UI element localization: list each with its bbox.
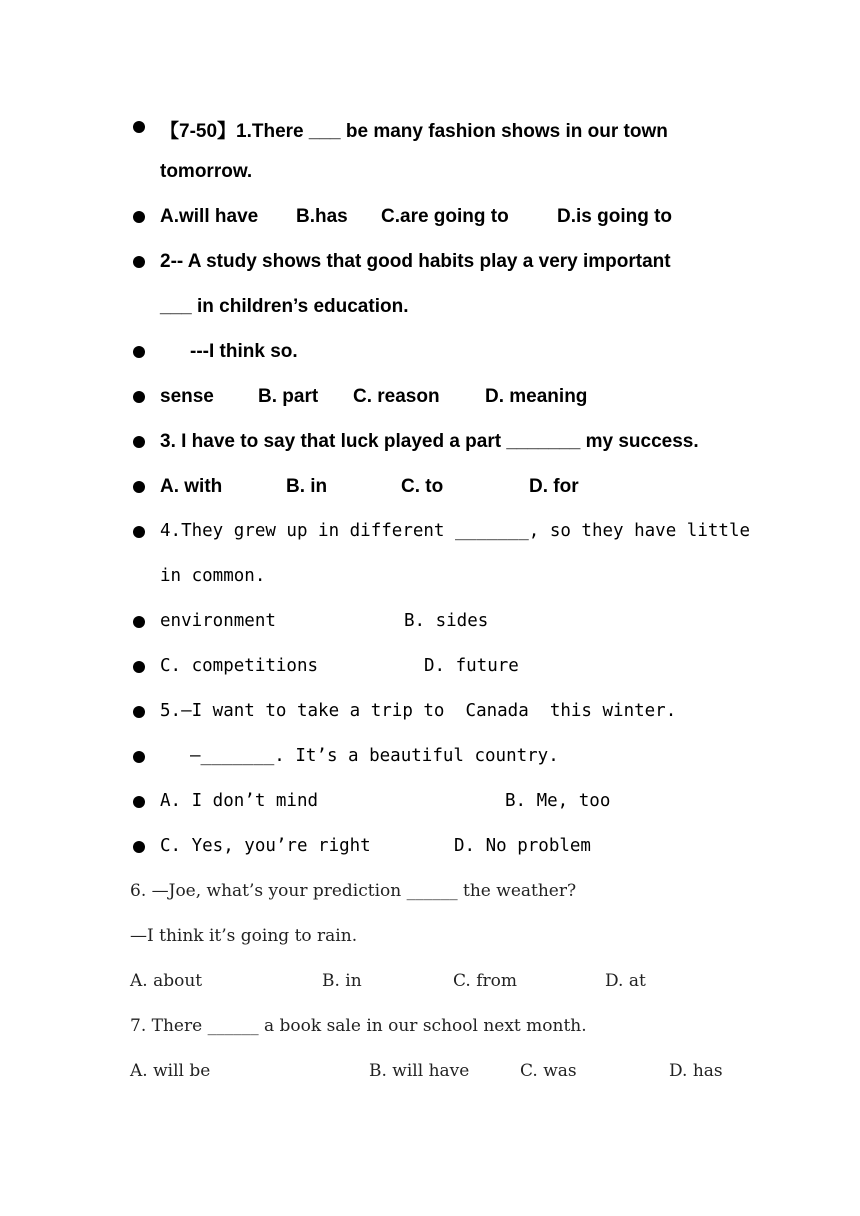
bullet-dot [133, 796, 145, 808]
bullet-dot [133, 391, 145, 403]
question-line-text: A. I don’t mind [160, 791, 319, 811]
option-text: D.is going to [557, 206, 673, 227]
question-line-text: A.will have [160, 206, 259, 227]
option-text: D. meaning [485, 386, 588, 407]
option-text: C. to [401, 476, 444, 497]
option-text: B. part [258, 386, 319, 407]
question-line-text: 3. I have to say that luck played a part _______ my success. [160, 431, 699, 452]
option-text: B. in [322, 971, 362, 991]
question-line-text: 2-- A study shows that good habits play a very important [160, 251, 671, 272]
question-line-text: —_______. It’s a beautiful country. [190, 746, 559, 766]
question-line-text: 4.They grew up in different _______, so they have little [160, 521, 751, 541]
question-line-text: 6. —Joe, what’s your prediction ______ the weather? [130, 881, 577, 901]
bullet-dot [133, 706, 145, 718]
question-line-text: C. Yes, you’re right [160, 836, 371, 856]
question-line-text: C. competitions [160, 656, 319, 676]
option-text: D. for [529, 476, 579, 497]
bullet-dot [133, 526, 145, 538]
question-line-text: A. with [160, 476, 223, 497]
option-text: B. in [286, 476, 328, 497]
bullet-dot [133, 841, 145, 853]
option-text: C.are going to [381, 206, 509, 227]
option-text: D. at [605, 971, 646, 991]
question-line-text: 5.—I want to take a trip to Canada this winter. [160, 701, 677, 721]
question-line-text: environment [160, 611, 276, 631]
option-text: D. has [669, 1061, 723, 1081]
bullet-dot [133, 121, 145, 133]
question-line-text: tomorrow. [160, 161, 253, 182]
question-line-text: A. will be [130, 1061, 211, 1081]
question-line-text: A. about [130, 971, 203, 991]
bullet-dot [133, 616, 145, 628]
bullet-dot [133, 436, 145, 448]
option-text: B. Me, too [505, 791, 611, 811]
option-text: C. reason [353, 386, 440, 407]
question-line-text: sense [160, 386, 214, 407]
bullet-dot [133, 211, 145, 223]
bullet-dot [133, 481, 145, 493]
bullet-dot [133, 751, 145, 763]
question-line-text: 【7-50】1.There ___ be many fashion shows in our town [160, 121, 668, 142]
option-text: C. was [520, 1061, 577, 1081]
bullet-dot [133, 346, 145, 358]
option-text: D. future [424, 656, 519, 676]
option-text: B. sides [404, 611, 489, 631]
question-line-text: 7. There ______ a book sale in our school next month. [130, 1016, 587, 1036]
question-line-text: ___ in children’s education. [160, 296, 409, 317]
question-line-text: ---I think so. [190, 341, 298, 362]
option-text: B. will have [369, 1061, 470, 1081]
bullet-dot [133, 661, 145, 673]
option-text: C. from [453, 971, 517, 991]
question-line-text: in common. [160, 566, 266, 586]
question-line-text: —I think it’s going to rain. [130, 926, 358, 946]
bullet-dot [133, 256, 145, 268]
option-text: D. No problem [454, 836, 591, 856]
option-text: B.has [296, 206, 348, 227]
